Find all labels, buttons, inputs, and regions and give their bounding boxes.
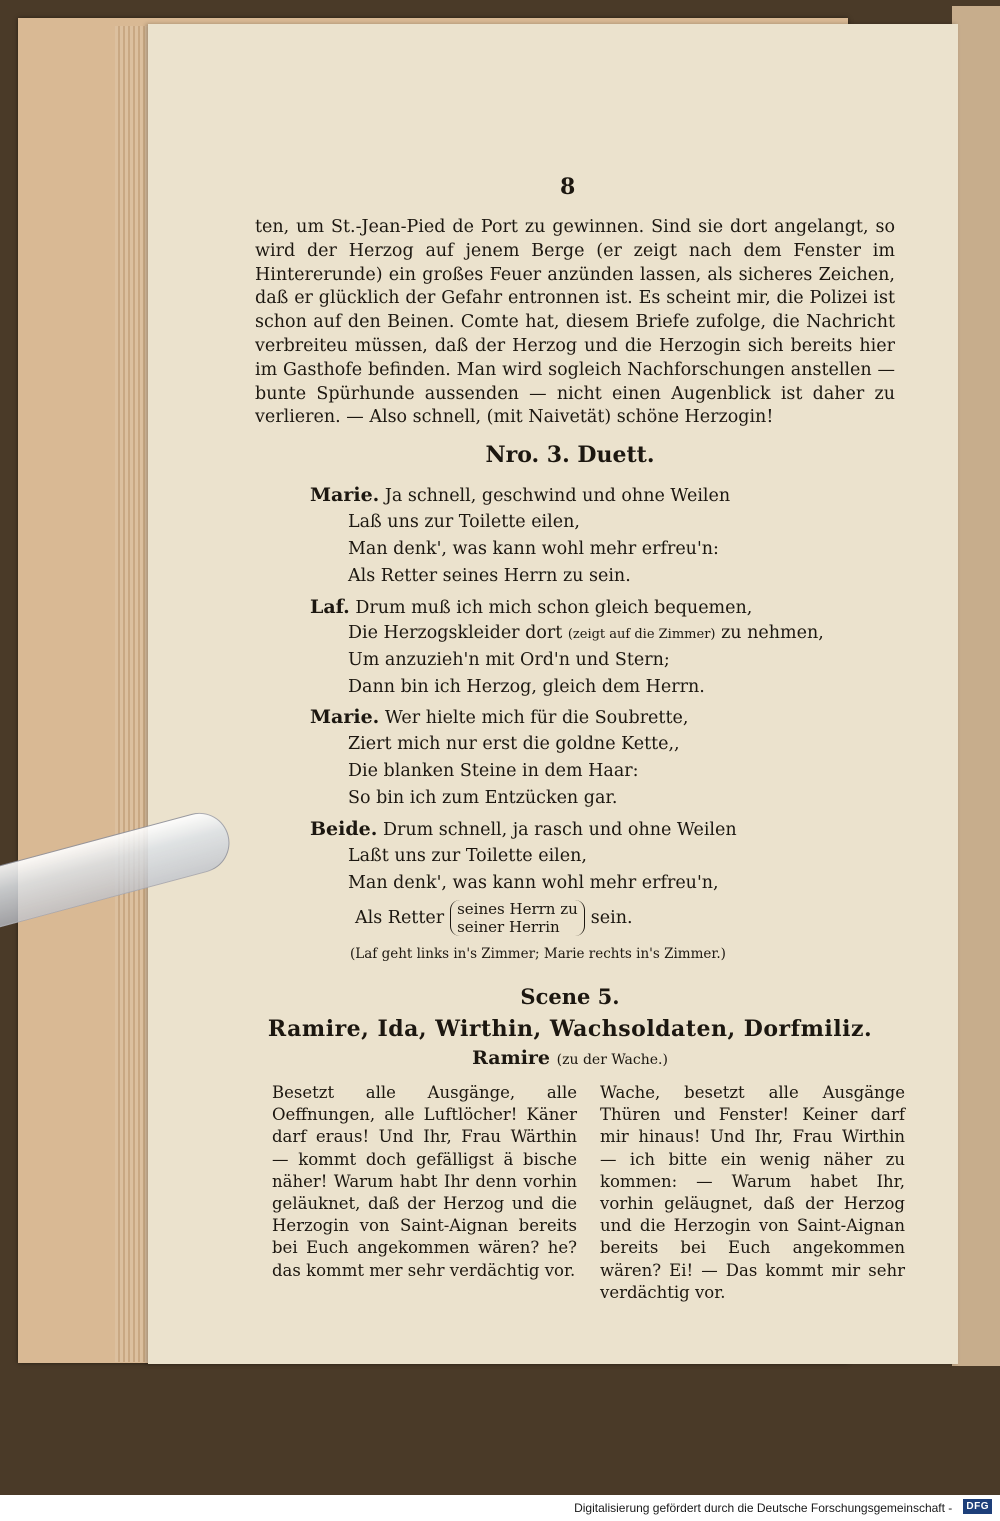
stage-direction: (Laf geht links in's Zimmer; Marie rechts in's Zimmer.) — [350, 946, 726, 962]
verse-line — [348, 623, 824, 643]
stage-direction-inline: (zeigt auf die Zimmer) — [567, 627, 716, 642]
verse-line: Laßt uns zur Toilette eilen, — [348, 846, 587, 866]
duett-heading: Nro. 3. Duett. — [485, 442, 655, 468]
verse-line: Dann bin ich Herzog, gleich dem Herrn. — [348, 677, 705, 697]
verse-text: Drum schnell, ja rasch und ohne Weilen — [382, 820, 737, 840]
verse-line: Die blanken Steine in dem Haar: — [348, 761, 639, 781]
verse-line — [310, 706, 688, 728]
stage-direction-inline: (zu der Wache.) — [556, 1052, 668, 1068]
verse-line — [310, 484, 730, 506]
speaker-name: Marie. — [310, 706, 380, 728]
verse-text: Die Herzogskleider dort — [348, 623, 563, 643]
scene-heading: Scene 5. — [520, 984, 620, 1009]
speaker-name: Marie. — [310, 484, 380, 506]
verse-line: Ziert mich nur erst die goldne Kette,, — [348, 734, 680, 754]
character-list: Ramire, Ida, Wirthin, Wachsoldaten, Dorfmiliz. — [267, 1016, 873, 1042]
footer-credit: Digitalisierung gefördert durch die Deutsche Forschungsgemeinschaft - — [574, 1501, 953, 1515]
page-number: 8 — [560, 174, 576, 200]
verse-line: Laß uns zur Toilette eilen, — [348, 512, 580, 532]
speaker-name: Laf. — [310, 596, 350, 618]
verse-line: Um anzuzieh'n mit Ord'n und Stern; — [348, 650, 670, 670]
brace-alternatives — [450, 900, 585, 936]
brace-option: seines Herrn zu — [457, 900, 578, 918]
verse-text: sein. — [590, 908, 633, 928]
dfg-logo: DFG — [963, 1499, 992, 1514]
verse-line: Man denk', was kann wohl mehr erfreu'n, — [348, 873, 719, 893]
adjacent-page-strip — [952, 6, 1000, 1366]
verse-text: zu nehmen, — [721, 623, 824, 643]
verse-text: Als Retter — [355, 908, 445, 928]
speaker-heading — [250, 1047, 890, 1069]
verse-text: Drum muß ich mich schon gleich bequemen, — [355, 598, 753, 618]
brace-option: seiner Herrin — [457, 918, 560, 936]
standard-column: Wache, besetzt alle Ausgänge Thüren und Fenster! Keiner darf mir hinaus! Und Ihr, Frau Wirthin — ich bitte ein wenig näher zu kommen: — Warum habet Ihr, vorhin geläugnet, daß der Herzog und die Herzogin von Saint-Aignan bereits bei Euch angekommen wären? Ei! — Das kommt mir sehr verdächtig vor. — [600, 1083, 905, 1302]
speaker-name: Beide. — [310, 818, 378, 840]
dialect-column: Besetzt alle Ausgänge, alle Oeffnungen, alle Luftlöcher! Käner darf eraus! Und Ihr, Frau Wärthin — kommt doch gefälligst ä bische näher! Warum habt Ihr denn vorhin geläuknet, daß der Herzog und die Herzogin von Saint-Aignan bereits bei Euch angekommen wären? he? das kommt mer sehr verdächtig vor. — [272, 1083, 577, 1280]
verse-text: Wer hielte mich für die Soubrette, — [384, 708, 689, 728]
verse-line: Als Retter seines Herrn zu sein. — [348, 566, 631, 586]
brace-verse-line — [355, 900, 633, 936]
verse-line: So bin ich zum Entzücken gar. — [348, 788, 618, 808]
intro-prose: ten, um St.-Jean-Pied de Port zu gewinnen. Sind sie dort angelangt, so wird der Herzog auf jenem Berge (er zeigt nach dem Fenster im Hintererunde) ein großes Feuer anzünden lassen, als sicheres Zeichen, daß er glücklich der Gefahr entronnen ist. Es scheint mir, die Polizei ist schon auf den Beinen. Comte hat, diesem Briefe zufolge, die Nachricht verbreiteu müssen, daß der Herzog und die Herzogin sich bereits hier im Gasthofe befinden. Man wird sogleich Nachforschungen anstellen — bunte Spürhunde aussenden — nicht einen Augenblick ist daher zu verlieren. — Also schnell, (mit Naivetät) schöne Herzogin! — [255, 217, 895, 428]
verse-line — [310, 818, 737, 840]
verse-line: Man denk', was kann wohl mehr erfreu'n: — [348, 539, 719, 559]
verse-text: Ja schnell, geschwind und ohne Weilen — [384, 486, 731, 506]
digitization-footer — [0, 1495, 1000, 1521]
speaker-name: Ramire — [472, 1047, 551, 1069]
verse-line — [310, 596, 752, 618]
